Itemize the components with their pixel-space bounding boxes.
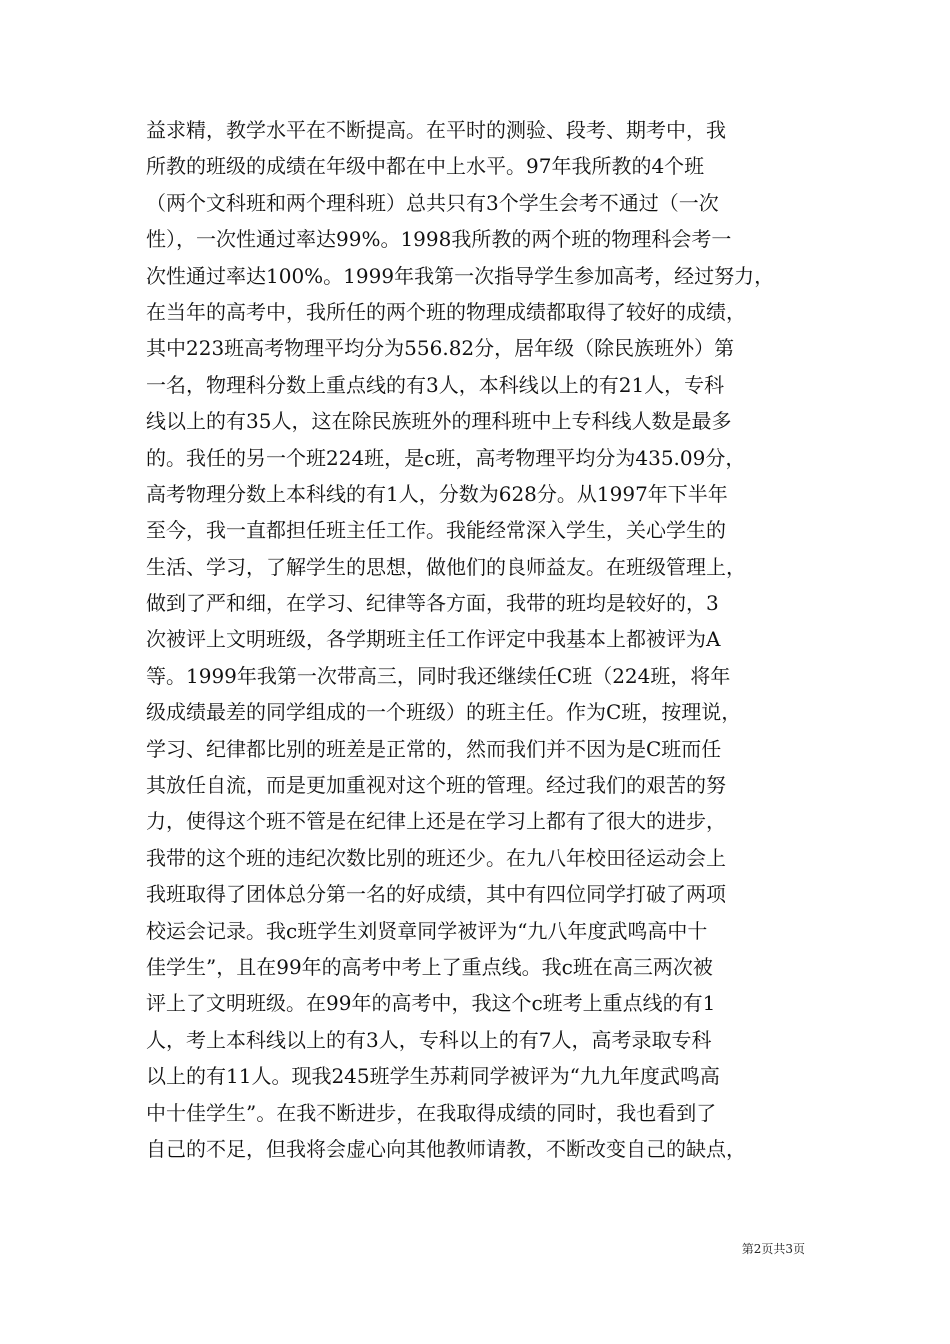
text-line: 自己的不足，但我将会虚心向其他教师请教，不断改变自己的缺点， xyxy=(146,1136,746,1161)
text-line: 次性通过率达100%。1999年我第一次指导学生参加高考，经过努力， xyxy=(146,263,775,288)
text-line: 评上了文明班级。在99年的高考中，我这个c班考上重点线的有1 xyxy=(146,991,716,1016)
text-line: 一名，物理科分数上重点线的有3人，本科线以上的有21人，专科 xyxy=(146,372,725,397)
text-line: 的。我任的另一个班224班，是c班，高考物理平均分为435.09分， xyxy=(146,445,746,470)
body-text xyxy=(146,112,826,1167)
text-line: 高考物理分数上本科线的有1人，分数为628分。从1997年下半年 xyxy=(146,481,728,506)
text-line: 生活、学习，了解学生的思想，做他们的良师益友。在班级管理上， xyxy=(146,554,746,579)
text-line: 我带的这个班的违纪次数比别的班还少。在九八年校田径运动会上 xyxy=(146,845,726,870)
text-line: 力，使得这个班不管是在纪律上还是在学习上都有了很大的进步， xyxy=(146,809,726,834)
text-line: 以上的有11人。现我245班学生苏莉同学被评为“九九年度武鸣高 xyxy=(146,1064,720,1089)
text-line: 做到了严和细，在学习、纪律等各方面，我带的班均是较好的，3 xyxy=(146,591,719,616)
text-line: 次被评上文明班级，各学期班主任工作评定中我基本上都被评为A xyxy=(146,627,721,652)
text-line: 至今，我一直都担任班主任工作。我能经常深入学生，关心学生的 xyxy=(146,518,726,543)
text-line: 所教的班级的成绩在年级中都在中上水平。97年我所教的4个班 xyxy=(146,154,705,179)
text-line: 性），一次性通过率达99%。1998我所教的两个班的物理科会考一 xyxy=(146,227,732,252)
text-line: 其放任自流，而是更加重视对这个班的管理。经过我们的艰苦的努 xyxy=(146,773,726,798)
page-number-footer: 第2页共3页 xyxy=(741,1242,805,1256)
text-line: 其中223班高考物理平均分为556.82分，居年级（除民族班外）第 xyxy=(146,336,735,361)
text-line: 线以上的有35人，这在除民族班外的理科班中上专科线人数是最多 xyxy=(146,409,732,434)
text-line: 校运会记录。我c班学生刘贤章同学被评为“九八年度武鸣高中十 xyxy=(146,918,708,943)
text-line: 中十佳学生”。在我不断进步，在我取得成绩的同时，我也看到了 xyxy=(146,1100,717,1125)
text-line: 我班取得了团体总分第一名的好成绩，其中有四位同学打破了两项 xyxy=(146,882,726,907)
text-line: 学习、纪律都比别的班差是正常的，然而我们并不因为是C班而任 xyxy=(146,736,722,761)
text-line: 佳学生”，且在99年的高考中考上了重点线。我c班在高三两次被 xyxy=(146,954,713,979)
text-line: 益求精，教学水平在不断提高。在平时的测验、段考、期考中，我 xyxy=(146,118,726,142)
text-line: （两个文科班和两个理科班）总共只有3个学生会考不通过（一次 xyxy=(146,190,719,215)
text-line: 在当年的高考中，我所任的两个班的物理成绩都取得了较好的成绩， xyxy=(146,299,746,324)
text-line: 级成绩最差的同学组成的一个班级）的班主任。作为C班，按理说， xyxy=(146,700,742,725)
text-line: 等。1999年我第一次带高三，同时我还继续任C班（224班，将年 xyxy=(146,663,731,688)
text-line: 人，考上本科线以上的有3人，专科以上的有7人，高考录取专科 xyxy=(146,1027,712,1052)
